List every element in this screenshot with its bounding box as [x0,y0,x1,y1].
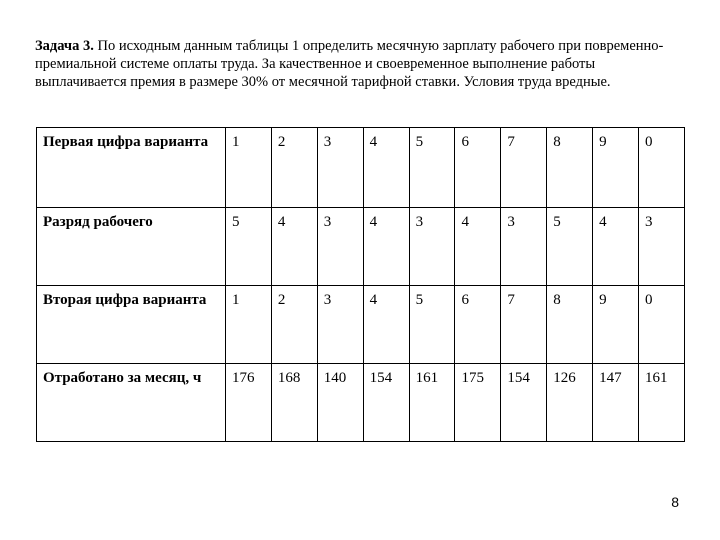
table-cell: 7 [501,128,547,208]
table-cell: 6 [455,286,501,364]
row-label: Отработано за месяц, ч [37,364,226,442]
table-cell: 168 [271,364,317,442]
table-row [37,286,685,364]
table-cell: 3 [317,208,363,286]
row-label: Разряд рабочего [37,208,226,286]
table-row [37,364,685,442]
table-cell: 0 [639,128,685,208]
table-cell: 2 [271,128,317,208]
task-title: Задача 3. [35,38,94,54]
table-cell: 4 [363,286,409,364]
table-cell: 3 [501,208,547,286]
table-cell: 7 [501,286,547,364]
table-cell: 0 [639,286,685,364]
table-cell: 3 [409,208,455,286]
table-cell: 4 [593,208,639,286]
table-cell: 4 [363,128,409,208]
table-cell: 2 [271,286,317,364]
table-cell: 3 [317,286,363,364]
task-statement [35,37,690,91]
table-cell: 4 [271,208,317,286]
table-cell: 3 [639,208,685,286]
table-cell: 6 [455,128,501,208]
table-cell: 1 [226,286,272,364]
row-label: Первая цифра варианта [37,128,226,208]
table-cell: 5 [547,208,593,286]
table-cell: 5 [409,128,455,208]
page-number: 8 [671,494,679,510]
task-text: По исходным данным таблицы 1 определить месячную зарплату рабочего при повременно-премиальной системе оплаты труда. За качественное и своевременное выполнение работы выплачивается премия в размере 30% от месячной тарифной ставки. Условия труда вредные. [35,38,664,90]
table-cell: 4 [363,208,409,286]
table-cell: 5 [226,208,272,286]
table-row [37,208,685,286]
table-cell: 176 [226,364,272,442]
table-cell: 161 [409,364,455,442]
table-cell: 1 [226,128,272,208]
table-cell: 4 [455,208,501,286]
table-cell: 154 [501,364,547,442]
variants-table [36,127,685,442]
table-cell: 9 [593,286,639,364]
table-cell: 5 [409,286,455,364]
table-cell: 8 [547,128,593,208]
table-cell: 126 [547,364,593,442]
row-label: Вторая цифра варианта [37,286,226,364]
table-cell: 140 [317,364,363,442]
table-cell: 3 [317,128,363,208]
table-cell: 147 [593,364,639,442]
table-cell: 175 [455,364,501,442]
table-row [37,128,685,208]
table-cell: 154 [363,364,409,442]
table-cell: 161 [639,364,685,442]
table-cell: 8 [547,286,593,364]
table-cell: 9 [593,128,639,208]
